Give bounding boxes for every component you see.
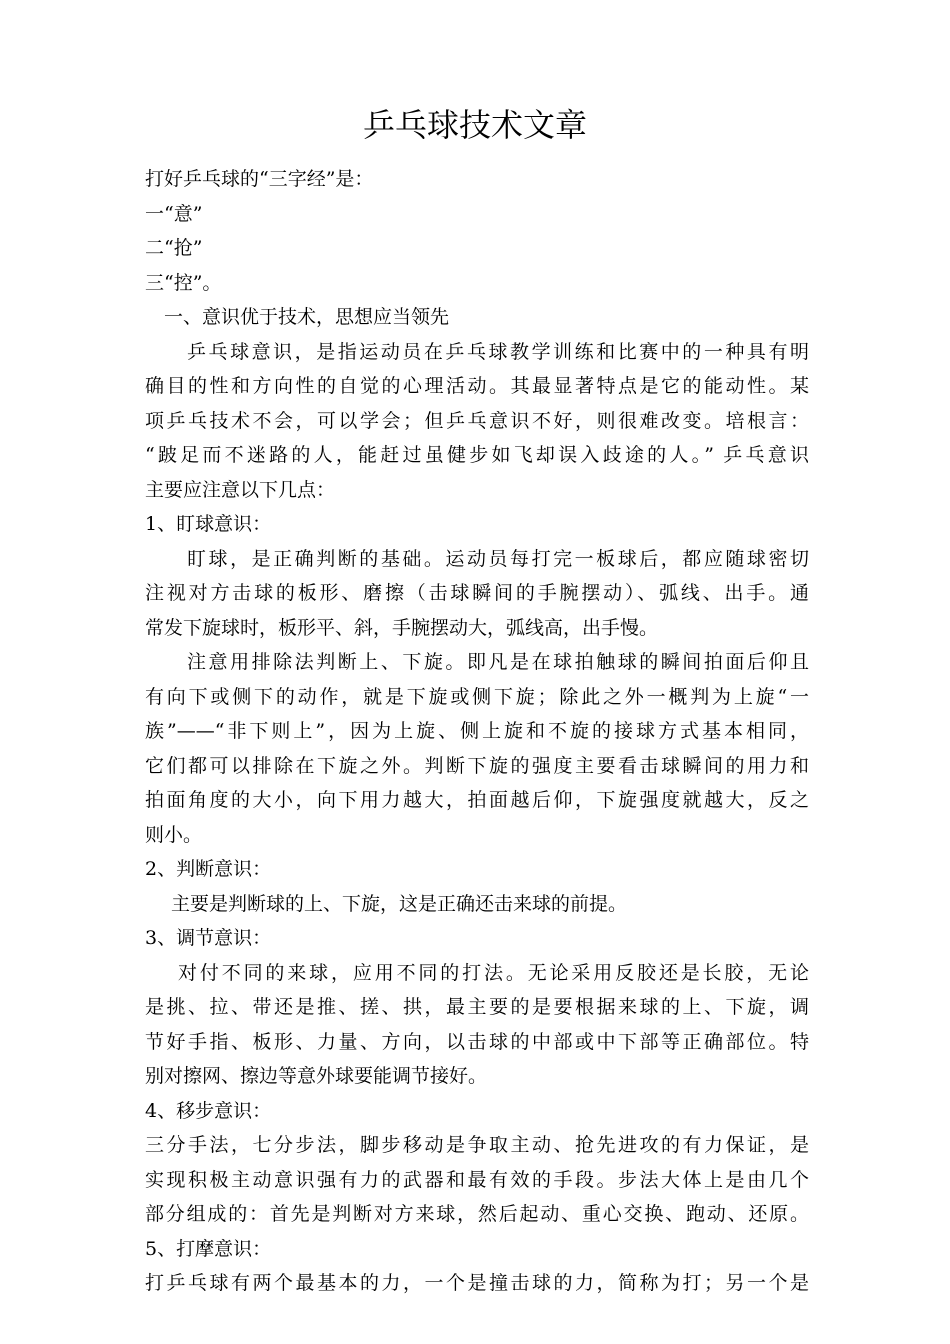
text-line: 常发下旋球时，板形平、斜，手腕摆动大，弧线高，出手慢。: [145, 616, 659, 639]
text-line: 二“抢”: [145, 237, 203, 259]
text-line: 三分手法，七分步法，脚步移动是争取主动、抢先进攻的有力保证，是: [145, 1134, 809, 1156]
text-line: 一“意”: [145, 202, 203, 225]
subsection-heading: 1、盯球意识：: [145, 513, 272, 535]
text-line: 是挑、拉、带还是推、搓、拱，最主要的是要根据来球的上、下旋，调: [145, 996, 809, 1018]
text-line: 打乒乓球有两个最基本的力，一个是撞击球的力，简称为打；另一个是: [145, 1272, 809, 1294]
text-line: 项乒乓技术不会，可以学会；但乒乓意识不好，则很难改变。培根言：: [145, 409, 809, 432]
text-line: 盯球，是正确判断的基础。运动员每打完一板球后，都应随球密切: [187, 547, 809, 570]
text-line: 乒乓球意识，是指运动员在乒乓球教学训练和比赛中的一种具有明: [187, 340, 809, 363]
text-line: 有向下或侧下的动作，就是下旋或侧下旋；除此之外一概判为上旋“一: [145, 685, 809, 708]
document-body: [145, 162, 809, 1301]
text-line: 实现积极主动意识强有力的武器和最有效的手段。步法大体上是由几个: [145, 1168, 809, 1191]
section-heading: 一、意识优于技术，思想应当领先: [164, 306, 450, 328]
text-line: 打好乒乓球的“三字经”是：: [145, 168, 374, 190]
text-line: 主要应注意以下几点：: [145, 478, 336, 501]
document-title: 乒乓球技术文章: [362, 106, 587, 144]
subsection-heading: 2、判断意识：: [145, 858, 272, 880]
text-line: 对付不同的来球，应用不同的打法。无论采用反胶还是长胶，无论: [178, 961, 809, 984]
text-line: 部分组成的：首先是判断对方来球，然后起动、重心交换、跑动、还原。: [145, 1203, 809, 1225]
text-line: 确目的性和方向性的自觉的心理活动。其最显著特点是它的能动性。某: [145, 375, 809, 397]
text-line: 主要是判断球的上、下旋，这是正确还击来球的前提。: [171, 892, 628, 915]
text-line: 注视对方击球的板形、磨擦（击球瞬间的手腕摆动）、弧线、出手。通: [145, 582, 809, 604]
subsection-heading: 5、打摩意识：: [145, 1237, 272, 1260]
text-line: 拍面角度的大小，向下用力越大，拍面越后仰，下旋强度就越大，反之: [145, 789, 809, 811]
text-line: 三“控”。: [145, 271, 222, 294]
text-line: 族”——“非下则上”，因为上旋、侧上旋和不旋的接球方式基本相同，: [145, 720, 809, 742]
text-line: 注意用排除法判断上、下旋。即凡是在球拍触球的瞬间拍面后仰且: [187, 651, 809, 673]
subsection-heading: 4、移步意识：: [145, 1099, 272, 1122]
text-line: 则小。: [145, 823, 203, 846]
text-line: 它们都可以排除在下旋之外。判断下旋的强度主要看击球瞬间的用力和: [145, 754, 809, 777]
text-line: 节好手指、板形、力量、方向，以击球的中部或中下部等正确部位。特: [145, 1030, 809, 1053]
subsection-heading: 3、调节意识：: [145, 927, 272, 949]
text-line: 别对擦网、擦边等意外球要能调节接好。: [145, 1065, 488, 1087]
text-line: “跛足而不迷路的人，能赶过虽健步如飞却误入歧途的人。” 乒乓意识: [145, 444, 809, 466]
